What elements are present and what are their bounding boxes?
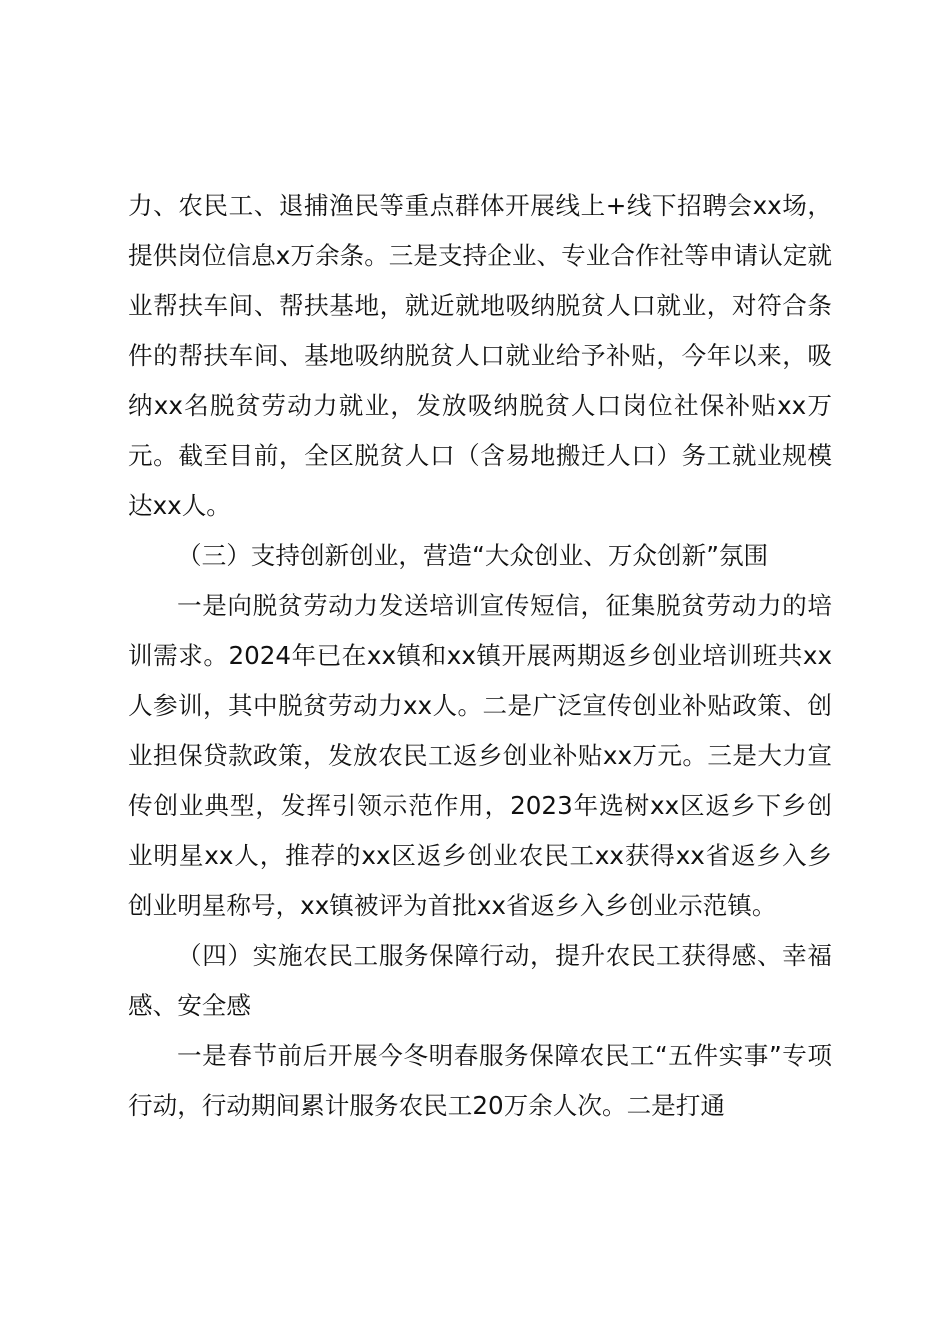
paragraph-service-guarantee: 一是春节前后开展今冬明春服务保障农民工“五件实事”专项行动，行动期间累计服务农民工20万余人次。二是打通 <box>128 1041 832 1120</box>
document-body <box>128 181 832 1131</box>
section-heading-4: （四）实施农民工服务保障行动，提升农民工获得感、幸福感、安全感 <box>128 941 832 1020</box>
paragraph-entrepreneurship: 一是向脱贫劳动力发送培训宣传短信，征集脱贫劳动力的培训需求。2024年已在xx镇和xx镇开展两期返乡创业培训班共xx人参训，其中脱贫劳动力xx人。二是广泛宣传创业补贴政策、创业担保贷款政策，发放农民工返乡创业补贴xx万元。三是大力宣传创业典型，发挥引领示范作用，2023年选树xx区返乡下乡创业明星xx人，推荐的xx区返乡创业农民工xx获得xx省返乡入乡创业明星称号，xx镇被评为首批xx省返乡入乡创业示范镇。 <box>128 591 832 920</box>
paragraph-employment-continued: 力、农民工、退捕渔民等重点群体开展线上+线下招聘会xx场，提供岗位信息x万余条。三是支持企业、专业合作社等申请认定就业帮扶车间、帮扶基地，就近就地吸纳脱贫人口就业，对符合条件的帮扶车间、基地吸纳脱贫人口就业给予补贴，今年以来，吸纳xx名脱贫劳动力就业，发放吸纳脱贫人口岗位社保补贴xx万元。截至目前，全区脱贫人口（含易地搬迁人口）务工就业规模达xx人。 <box>128 191 832 520</box>
section-heading-3: （三）支持创新创业，营造“大众创业、万众创新”氛围 <box>177 541 769 570</box>
